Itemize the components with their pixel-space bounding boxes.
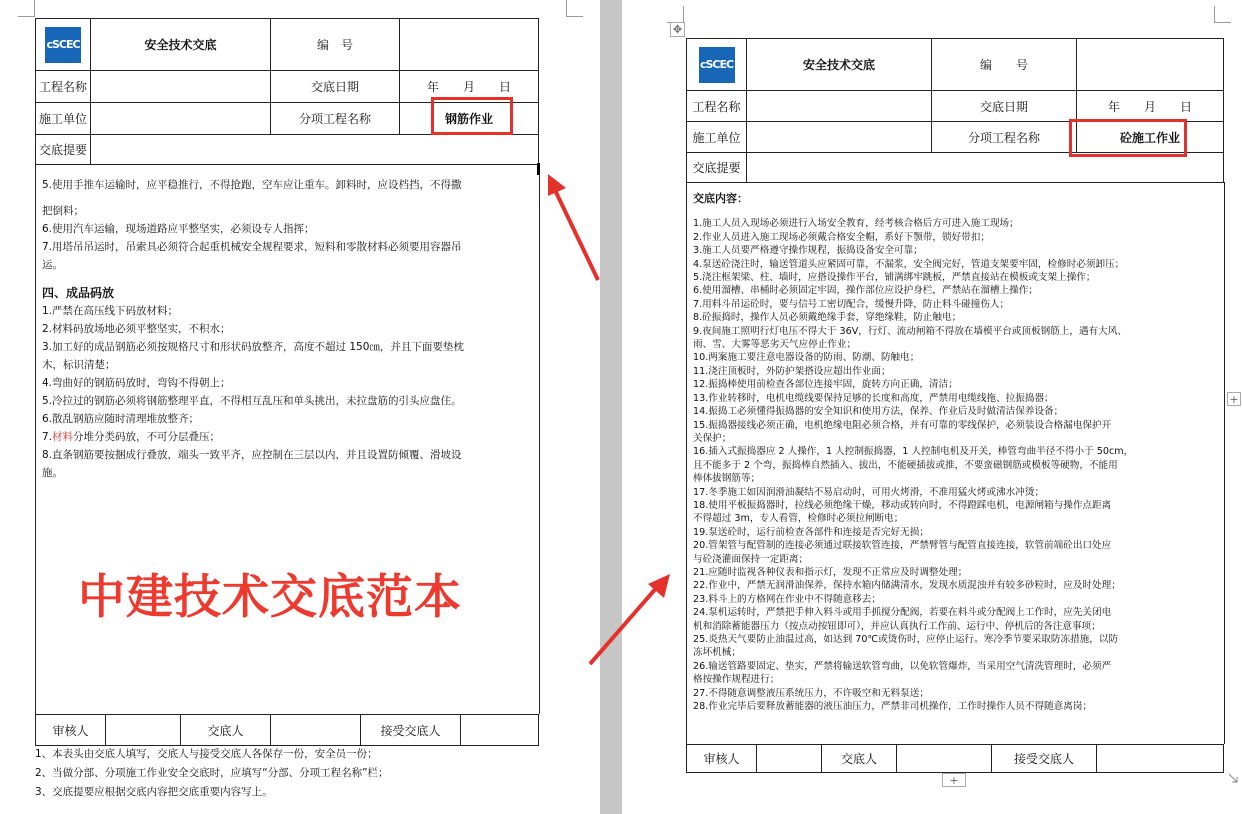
content-line: 19.泵送砼时，运行前检查各部件和连接是否完好无损； [693,526,929,538]
content-line: 5.浇注框架梁、柱、墙时，应搭设操作平台，铺满绑牢跳板，严禁直接站在模板或支架上操作； [693,272,1096,284]
receiver-value[interactable] [1097,745,1224,773]
content-line: 6.使用溜槽、串桶时必须固定牢固，操作部位应设护身栏，严禁站在溜槽上操作； [693,285,1038,297]
project-name-label: 工程名称 [687,91,747,122]
date-value[interactable]: 年 月 日 [400,71,539,103]
sub-project-value[interactable]: 砼施工作业 [1077,122,1224,153]
content-line: 24.泵机运转时，严禁把手伸入料斗或用手抓搅分配阀，若要在料斗或分配阀上工作时，应先关闭电 [693,607,1112,619]
line-rest: 分堆分类码放，不可分层叠压； [73,431,221,443]
summary-value[interactable] [747,153,1224,183]
content-line: 3.施工人员要严格遵守操作规程，振捣设备安全可靠； [693,245,923,257]
sub-project-label: 分项工程名称 [932,122,1077,153]
move-handle-icon[interactable]: ✥ [670,22,685,37]
content-line: 27.不得随意调整液压系统压力，不许吸空和无料泵送； [693,687,929,699]
unit-value[interactable] [747,122,932,153]
content-line: 7.用塔吊吊运时，吊索具必须符合起重机械安全规程要求，短料和零散材料必须要用容器吊 [42,241,462,253]
left-content-body [35,164,540,714]
content-line: 雨、雪、大雾等恶劣天气应停止作业； [693,339,857,351]
reviewer-label: 审核人 [687,745,757,773]
content-lines [693,217,1218,713]
receiver-label: 接受交底人 [361,715,461,746]
discloser-value[interactable] [897,745,992,773]
project-name-value[interactable] [747,91,932,122]
content-line: 1.施工人员入现场必须进行入场安全教育，经考核合格后方可进入施工现场； [693,218,1019,230]
content-line: 关保护； [693,432,732,444]
date-value[interactable]: 年 月 日 [1077,91,1224,122]
number-label: 编 号 [271,19,400,71]
content-line: 5.冷拉过的钢筋必须将钢筋整理平直，不得相互乱压和单头挑出，未拉盘筋的引头应盘住。 [42,395,462,407]
content-line: 14.振捣工必须懂得振捣器的安全知识和使用方法，保养、作业后及时做清洁保养设备； [693,406,1064,418]
content-line: 4.泵送砼浇注时，输送管道头应紧固可靠，不漏浆，安全阀完好，管道支架要牢固，检修时必须卸压； [693,258,1125,270]
receiver-label: 接受交底人 [992,745,1097,773]
unit-value[interactable] [91,103,271,135]
content-line: 18.使用平板振捣器时，拉线必须绝缘干燥，移动或转向时，不得蹬踩电机，电源闸箱与操作点距离 [693,499,1112,511]
left-header-table [35,18,539,165]
content-line: 21.应随时监视各种仪表和指示灯，发现不正常应及时调整处理； [693,566,968,578]
page-corner-mark [18,0,35,17]
line-prefix: 7. [42,431,53,443]
content-line: 2.作业人员进入施工现场必须戴合格安全帽，系好下颚带，锁好带扣； [693,231,990,243]
add-row-icon[interactable]: + [942,773,966,787]
content-line: 不得超过 3m，专人看管，检修时必须拉闸断电； [693,513,904,525]
content-line: 12.振捣棒使用前检查各部位连接牢固，旋转方向正确，清洁； [693,379,958,391]
highlight-box [431,97,513,135]
form-title: 安全技术交底 [747,39,932,91]
number-label: 编 号 [932,39,1077,91]
footnote-line: 1、本表头由交底人填写，交底人与接受交底人各保存一份，安全员一份； [35,748,378,760]
highlight-box [1069,119,1187,157]
content-line: 11.浇注顶板时，外防护架搭设应超出作业面； [693,365,891,377]
right-footer-table [686,744,1224,773]
content-line: 22.作业中，严禁无润滑油保养，保持水箱内储满清水，发现水质混浊并有较多砂粒时，应及时处理； [693,580,1121,592]
content-line: 4.弯曲好的钢筋码放时，弯钩不得朝上； [42,377,231,389]
arrow-icon [582,570,677,670]
content-line: 木，标识清楚； [42,359,116,371]
sub-project-label: 分项工程名称 [271,103,400,135]
summary-label: 交底提要 [36,135,91,165]
content-line: 26.输送管路要固定、垫实，严禁将输送软管弯曲，以免软管爆炸，当采用空气清洗管理时，必须严 [693,660,1112,672]
reviewer-label: 审核人 [36,715,106,746]
sub-project-value[interactable]: 钢筋作业 [400,103,539,135]
add-column-icon[interactable]: + [1227,392,1241,406]
content-line: 23.料斗上的方格网在作业中不得随意移去； [693,593,881,605]
project-name-value[interactable] [91,71,271,103]
left-footer-table [35,714,539,746]
date-label: 交底日期 [271,71,400,103]
content-line: 16.插入式振捣器应 2 人操作，1 人控制振捣器，1 人控制电机及开关，棒管弯曲半径不得小于 50cm， [693,446,1134,458]
content-line: 28.作业完毕后要释放蓄能器的液压油压力，严禁非司机操作，工作时操作人员不得随意离岗； [693,701,1093,713]
right-content-body [686,182,1225,744]
content-line: 棒体拔钢筋等； [693,473,761,485]
content-line: 10.两案施工要注意电器设备的防雨、防潮、防触电； [693,352,920,364]
content-title: 交底内容： [693,192,748,205]
content-line: 冻坏机械； [693,647,741,659]
discloser-value[interactable] [271,715,361,746]
reviewer-value[interactable] [757,745,822,773]
left-footnotes [35,745,575,802]
unit-label: 施工单位 [687,122,747,153]
overlay-title: 中建技术交底范本 [78,570,462,625]
content-line: 1.严禁在高压线下码放材料； [42,305,179,317]
number-value[interactable] [400,19,539,71]
content-line [42,428,533,446]
content-line: 6.散乱钢筋应随时清理堆放整齐； [42,413,200,425]
content-line: 8.直条钢筋要按捆成行叠放，端头一致平齐，应控制在三层以内，并且设置防倾覆、滑坡设 [42,449,462,461]
date-label: 交底日期 [932,91,1077,122]
company-logo: cSCEC [36,19,91,71]
arrow-icon [540,170,610,290]
receiver-value[interactable] [461,715,539,746]
summary-label: 交底提要 [687,153,747,183]
page-corner-mark [566,0,583,17]
resize-handle-icon[interactable] [1227,772,1239,784]
page-corner-mark [1214,6,1231,23]
content-line: 25.炎热天气要防止油温过高，如达到 70℃或烫伤时，应停止运行。寒冷季节要采取防冻措施，以防 [693,634,1119,645]
red-word: 材料 [52,431,74,443]
page-gap [600,0,622,814]
content-line: 与砼浇灌面保持一定距离； [693,553,809,565]
number-value[interactable] [1077,39,1224,91]
footnote-line: 3、交底提要应根据交底内容把交底重要内容写上。 [35,786,273,798]
discloser-label: 交底人 [822,745,897,773]
summary-value[interactable] [91,135,539,165]
content-line: 运。 [42,259,63,271]
content-line: 且不能多于 2 个弯，振捣棒自然插入、拔出，不能硬插拔或推，不要蛮磁钢筋或模板等硬物，不能用 [693,459,1118,471]
page-corner-mark [667,6,684,23]
form-title: 安全技术交底 [91,19,271,71]
company-logo: cSCEC [687,39,747,91]
project-name-label: 工程名称 [36,71,91,103]
content-line: 5.使用手推车运输时，应平稳推行，不得抢跑，空车应让重车。卸料时，应设档挡，不得撒 [42,179,462,191]
content-line: 20.管架管与配管制的连接必须通过联接软管连接，严禁臂管与配管直接连接，软管前端砼出口处应 [693,540,1112,552]
content-line: 8.砼振捣时，操作人员必须戴绝缘手套，穿绝缘鞋，防止触电； [693,312,962,324]
unit-label: 施工单位 [36,103,91,135]
content-line: 13.作业转移时，电机电缆线要保持足够的长度和高度，严禁用电缆线拖、拉振捣器； [693,392,1054,404]
content-line: 2.材料码放场地必须平整坚实，不积水； [42,323,231,335]
content-line: 格按操作规程进行； [693,674,780,686]
footnote-line: 2、当做分部、分项施工作业安全交底时，应填写“分部、分项工程名称”栏； [35,767,389,779]
reviewer-value[interactable] [106,715,181,746]
content-line: 6.使用汽车运输，现场道路应平整坚实，必须设专人指挥； [42,223,315,235]
content-line: 3.加工好的成品钢筋必须按规格尺寸和形状码放整齐，高度不超过 150㎝，并且下面要垫枕 [42,341,464,353]
discloser-label: 交底人 [181,715,271,746]
right-header-table [686,38,1224,183]
content-line: 7.用料斗吊运砼时，要与信号工密切配合，缓慢升降，防止料斗碰撞伤人； [693,298,1010,310]
content-line: 9.夜间施工照明行灯电压不得大于 36V，行灯、流动闸箱不得放在墙模平台或顶板钢筋上，遇有大风、 [693,325,1127,337]
content-line: 施。 [42,467,63,479]
content-line: 把倒料； [42,205,84,217]
content-line: 15.振捣器接线必须正确，电机绝缘电阻必须合格，并有可靠的零线保护，必须装设合格漏电保护开 [693,419,1112,431]
content-line: 17.冬季施工如因润滑油凝结不易启动时，可用火烤滑，不准用猛火烤或沸水冲烫； [693,486,1045,498]
content-line: 机和消除蓄能器压力（按点动按钮即可），并应认真执行工作前、运行中、停机后的各注意事项； [693,620,1101,632]
section-heading: 四、成品码放 [42,286,115,300]
